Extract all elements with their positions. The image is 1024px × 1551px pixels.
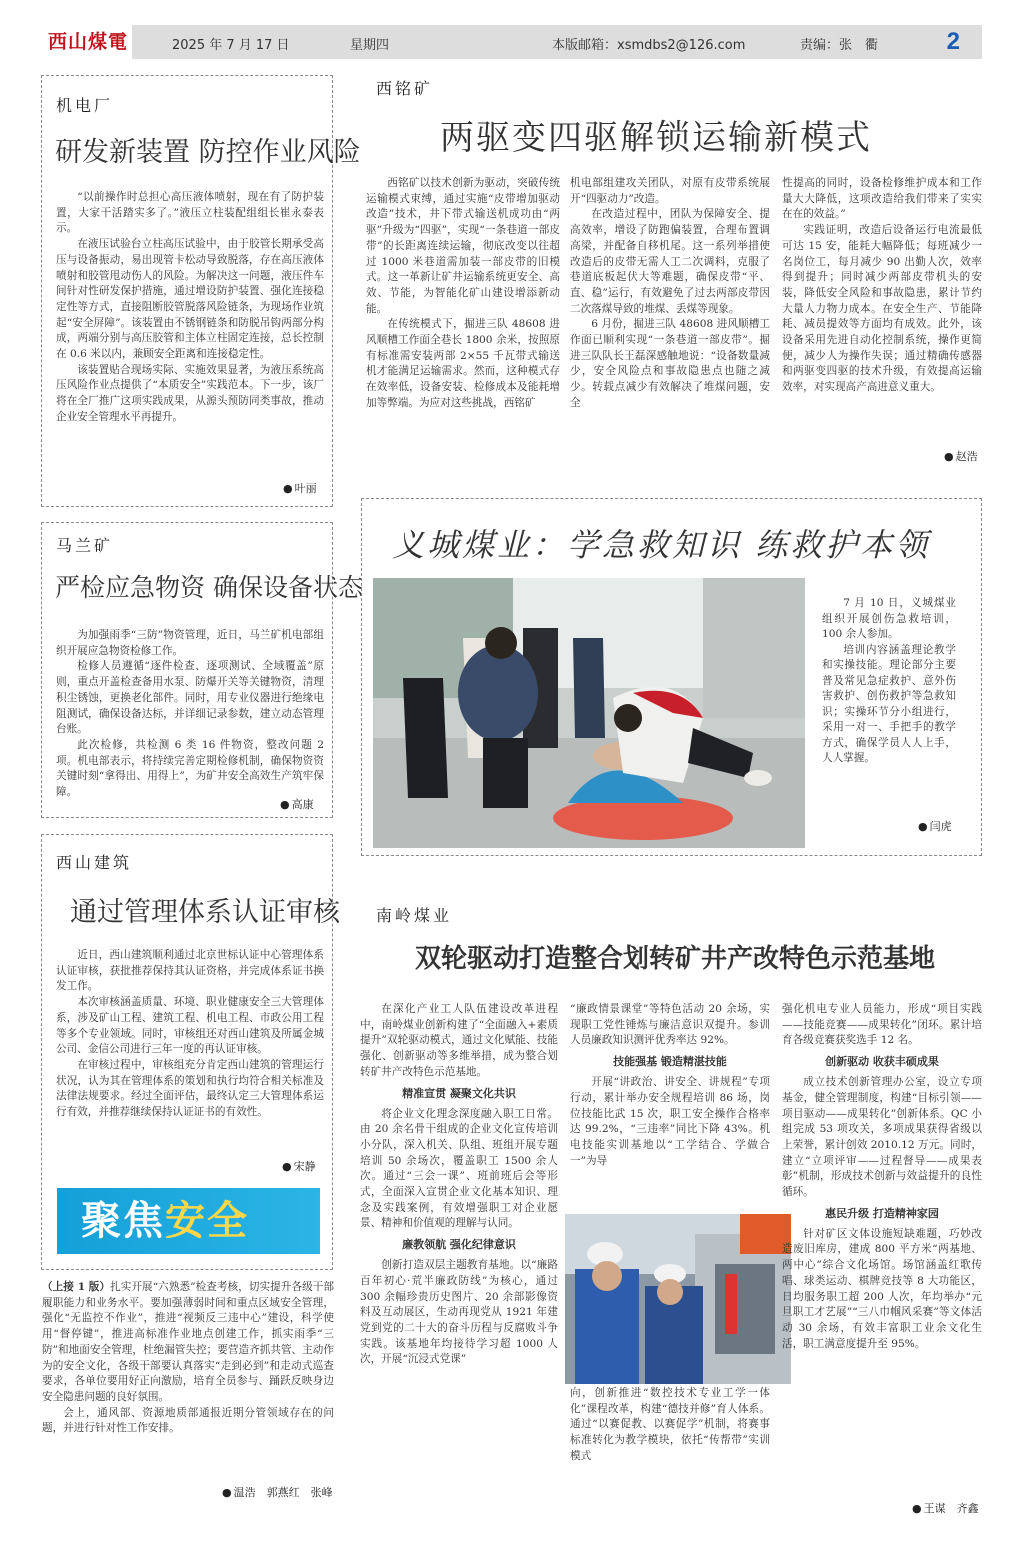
article-byline: ● 赵浩	[944, 448, 978, 464]
issue-weekday: 星期四	[350, 38, 390, 53]
paragraph: 此次检修，共检测 6 类 16 件物资，整改问题 2 项。机电部表示，将持续完善定期检修机制，确保物资资关键时刻“拿得出、用得上”，为矿井安全高效生产筑牢保障。	[56, 738, 324, 799]
paragraph: 在审核过程中，审核组充分肯定西山建筑的管理运行状况，认为其在管理体系的策划和执行均符合相关标准及法律法规要求。经过全面评估，最终认定三大管理体系运行有效，并推荐继续保持认证证书的有效性。	[56, 1058, 324, 1119]
paragraph: 培训内容涵盖理论教学和实操技能。理论部分主要普及常见急症救护、意外伤害救护、创伤救护等急救知识；实操环节分小组进行，采用一对一、手把手的教学方式，确保学员人人上手，人人掌握。	[822, 643, 956, 764]
section-subhead: 技能强基 锻造精湛技能	[613, 1055, 727, 1069]
paragraph: 强化机电专业人员能力，形成“项目实践——技能竞赛——成果转化”闭环。累计培育各级竞赛获奖选手 12 名。	[782, 1003, 982, 1047]
paragraph: 该装置贴合现场实际、实施效果显著，为液压系统高压风险作业点提供了“本质安全”实践范本。下一步，该厂将在全厂推广这项实践成果，从源头预防同类事故，推动企业安全管理水平再提升。	[56, 363, 324, 423]
article-body-jidian	[56, 190, 324, 490]
paragraph: 将企业文化理念深度融入职工日常。由 20 余名骨干组成的企业文化宣传培训小分队，深入机关、队组、班组开展专题培训 50 余场次，覆盖职工 1500 余人次。通过“三会一课”、班前班后会等形式，全面深入宣贯企业文化基本知识、理念及实践案例，有效增强职工对企业愿景、精神和价值观的理解与认同。	[360, 1107, 558, 1230]
article-kicker: 西铭矿	[376, 79, 434, 98]
cpr-training-photo	[373, 578, 805, 848]
workers-inspecting-equipment-photo	[565, 1214, 791, 1384]
article-title: 双轮驱动打造整合划转矿井产改特色示范基地	[415, 944, 936, 974]
article-title: 通过管理体系认证审核	[70, 897, 340, 928]
article-byline: ● 宋静	[282, 1158, 316, 1174]
paragraph: 针对矿区文体设施短缺难题，巧妙改造废旧库房，建成 800 平方米“两基地、两中心”综合文化场馆。场馆涵盖红歌传唱、球类运动、棋牌竞技等 8 大功能区，日均服务职工超 200 人次，年均举办“元旦职工才艺展”“三八巾帼风采赛”等文体活动 30 余场，有效丰富职工业余文化生活，职工满意度提升至 95%。	[782, 1227, 982, 1350]
article-body-nanling-col1	[360, 1002, 558, 1512]
paragraph: 创新打造双层主题教育基地。以“廉路百年初心·荒半廉政防线”为核心，通过 300 余幅珍贵历史图片、20 余部影像资料及互动展区，生动再现党从 1921 年建党到党的二十大的奋斗历程与反腐败斗争实践。该基地年均接待学习超 1000 人次，开展“沉浸式党课”	[360, 1259, 558, 1366]
paragraph: 扎实开展“六熟悉”检查考核，切实提升各级干部履职能力和业务水平。要加强薄弱时间和重点区域安全管理，强化“无监控不作业”，推进“视频反三违中心”建设，科学使用“督停键”，推进高标准作业地点创建工作，抓实雨季“三防”和地面安全管理，杜绝漏管失控；要营造齐抓共管、主动作为的安全文化，各级干部要认真落实“走到必到”和走动式巡查要求，各单位要用好正向激励，培育全员参与、踊跃反映身边安全隐患问题的良好氛围。	[42, 1281, 334, 1403]
article-body-nanling-col3	[782, 1002, 982, 1492]
paragraph: 在深化产业工人队伍建设改革进程中，南岭煤业创新构建了“全面融入+素质提升”双轮驱动模式，通过文化赋能、技能强化、创新驱动等多维举措，成为整合划转矿井产改特色示范基地。	[360, 1003, 558, 1078]
paragraph: 机电部组建攻关团队，对原有皮带系统展开“四驱动力”改造。	[570, 177, 770, 205]
paragraph: 为加强雨季“三防”物资管理，近日，马兰矿机电部组织开展应急物资检修工作。	[56, 629, 324, 657]
title-part: 义城煤业：	[392, 526, 568, 564]
paragraph: 6 月份，掘进三队 48608 进风顺槽工作面已顺利实现“一条巷道一部皮带”。掘进三队队长王磊深感触地说：“设备数量减少，安全风险点和事故隐患点也随之减少。转载点减少有效解决了堆煤问题，安全	[570, 318, 770, 409]
paragraph: 向，创新推进“数控技术专业工学一体化”课程改革，构建“德技并修”育人体系。通过“以赛促教、以赛促学”机制，将赛事标准转化为教学模块，依托“传帮带”实训模式	[570, 1387, 770, 1462]
cpr-training-illustration	[373, 578, 805, 848]
article-title: 两驱变四驱解锁运输新模式	[440, 118, 872, 158]
page-number: 2	[946, 28, 960, 55]
paragraph: 性提高的同时，设备检修维护成本和工作量大大降低，这项改造给我们带来了实实在在的效益。”	[782, 177, 982, 221]
paragraph: 在改造过程中，团队为保障安全、提高效率，增设了防跑偏装置，合理布置调高梁，并配备自移机尾。这一系列举措使改造后的皮带无需人工二次调料，克服了巷道底板起伏大等难题，确保皮带“平、直、稳”运行，有效避免了过去两部皮带因二次落煤导致的堆煤、丢煤等现象。	[570, 208, 770, 315]
paragraph: 开展“讲政治、讲安全、讲规程”专项行动，累计举办安全规程培训 86 场，岗位技能比武 15 次，职工安全操作合格率达 99.2%，“三违率”同比下降 43%。机电技能实训基地以“工学结合、学做合一”为导	[570, 1076, 770, 1167]
section-subhead: 惠民升级 打造精神家园	[825, 1206, 939, 1220]
article-body-nanling-col2-bottom	[570, 1386, 770, 1466]
paragraph: 近日，西山建筑顺利通过北京世标认证中心管理体系认证审核，获批推荐保持其认证资格，并完成体系证书换发工作。	[56, 949, 324, 993]
article-byline: ● 王谋 齐鑫	[912, 1500, 979, 1516]
paragraph: 在传统模式下，掘进三队 48608 进风顺槽工作面全巷长 1800 余米，按照原有标准需安装两部 2×55 千瓦带式输送机才能满足运输需求。然而，这种模式存在效率低，设备安装、检修成本及能耗增加等弊端。为应对这些挑战，西铭矿	[366, 318, 560, 409]
paragraph: “廉政情景课堂”等特色活动 20 余场，实现职工党性锤炼与廉洁意识双提升。参训人员廉政知识测评优秀率达 92%。	[570, 1003, 770, 1047]
article-title	[392, 520, 930, 566]
section-subhead: 廉教领航 强化纪律意识	[402, 1238, 516, 1252]
title-part: 学急救知识 练救护本领	[567, 526, 931, 564]
masthead	[40, 25, 982, 59]
paragraph: 会上，通风部、资源地质部通报近期分管领域存在的问题，并进行针对性工作安排。	[42, 1406, 334, 1435]
issue-date: 2025 年 7 月 17 日	[172, 38, 290, 53]
article-byline: ● 叶丽	[283, 480, 317, 496]
banner-word-highlight: 安全	[165, 1198, 249, 1244]
paragraph: 实践证明，改造后设备运行电流最低可达 15 安，能耗大幅降低；每班减少一名岗位工，每月减少 90 出勤人次，效率得到提升；同时减少两部皮带机头的安装，降低安全风险和事故隐患，累计节约大量人力物力成本。在安全生产、节能降耗、减员提效等方面均有成效。此外，该设备采用先进自动化控制系统，操作更简便，减少人为操作失误；通过精确传感器和两驱变四驱的技术升级，有效提高运输效率，对实现高产高进意义重大。	[782, 224, 982, 394]
continued-article	[42, 1280, 334, 1502]
article-body-ximing-col2	[570, 176, 770, 466]
paragraph: 在液压试验台立柱高压试验中，由于胶管长期承受高压与设备振动，易出现管卡松动导致脱落，存在高压液体喷射和胶管甩动伤人的风险。为解决这一问题，液压件车间针对性研发保护措施，通过增设防护装置、强化连接稳定性等方式，直接阻断胶管脱落风险链条，为现场作业筑起“安全屏障”。该装置由不锈钢链条和防脱吊钩两部分构成，两端分别与高压胶管和主体立柱固定连接，总长控制在 0.6 米以内，兼顾安全距离和连接稳定性。	[56, 238, 324, 361]
paragraph: “以前操作时总担心高压液体喷射，现在有了防护装置，大家干活踏实多了。”液压立柱装配组组长崔永泰表示。	[56, 191, 324, 235]
section-subhead: 创新驱动 收获丰硕成果	[825, 1055, 939, 1069]
continued-prefix: （上接 1 版）	[42, 1281, 111, 1293]
article-byline: ● 闫虎	[918, 818, 952, 834]
article-kicker: 机电厂	[56, 96, 114, 115]
page-editor: 责编：张 衢	[800, 38, 879, 53]
paragraph: 7 月 10 日，义城煤业组织开展创伤急救培训，100 余人参加。	[822, 597, 956, 640]
workshop-illustration	[565, 1214, 791, 1384]
article-byline: ● 高康	[280, 796, 314, 812]
article-title: 严检应急物资 确保设备状态	[55, 573, 363, 602]
article-byline: ● 温浩 郭燕红 张峰	[222, 1484, 333, 1500]
paragraph: 成立技术创新管理办公室，设立专项基金，健全管理制度，构建“目标引领——项目驱动——成果转化”创新体系。QC 小组完成 53 项攻关，多项成果获得省级以上荣誉，累计创效 2010.12 万元。同时，建立“立项评审——过程督导——成果表彰”机制，形成技术创新与效益提升的良性循环。	[782, 1076, 982, 1199]
article-body-ximing-col1	[366, 176, 560, 466]
paragraph: 检修人员遵循“逐件检查、逐项测试、全域覆盖”原则，重点开盖检查备用水泵、防爆开关等关键物资，清理积尘锈蚀，更换老化部件。同时，用专业仪器进行绝缘电阻测试，确保设备达标，并详细记录参数，建立动态管理台账。	[56, 660, 324, 736]
article-body-xishan	[56, 948, 324, 1174]
paragraph: 本次审核涵盖质量、环境、职业健康安全三大管理体系，涉及矿山工程、建筑工程、机电工程、市政公用工程等多个专业领域。同时，审核组还对西山建筑及所属金城公司、金信公司进行三年一度的再认证审核。	[56, 996, 324, 1056]
article-kicker: 西山建筑	[56, 853, 133, 872]
focus-safety-banner	[57, 1188, 320, 1254]
article-body-ximing-col3	[782, 176, 982, 446]
page-email: 本版邮箱：xsmdbs2@126.com	[552, 38, 746, 53]
article-kicker: 南岭煤业	[376, 906, 453, 925]
banner-word: 聚焦	[81, 1198, 165, 1244]
paragraph: 西铭矿以技术创新为驱动，突破传统运输模式束缚，通过实施“皮带增加驱动改造”技术，井下带式输送机成功由“两驱”升级为“四驱”，实现“一条巷道一部皮带”的长距离连续运输，彻底改变以往超过 1000 米巷道需加装一部皮带的旧模式。这一革新让矿井运输系统更安全、高效、节能，为智能化矿山建设增添新动能。	[366, 177, 560, 315]
newspaper-logo: 西山煤電	[40, 25, 132, 59]
article-body-malan	[56, 628, 324, 800]
article-title: 研发新装置 防控作业风险	[55, 137, 361, 168]
article-body-nanling-col2-top	[570, 1002, 770, 1202]
article-body-yicheng	[822, 596, 956, 816]
article-kicker: 马兰矿	[56, 536, 114, 555]
section-subhead: 精准宣贯 凝聚文化共识	[402, 1086, 516, 1100]
